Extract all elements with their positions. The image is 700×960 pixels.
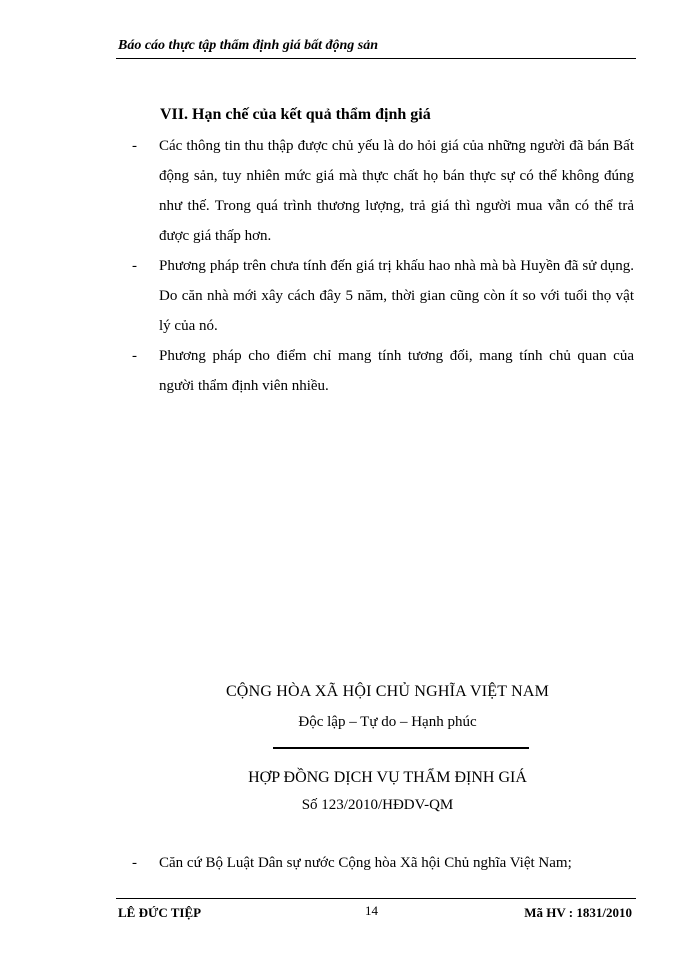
contract-title: HỢP ĐỒNG DỊCH VỤ THẨM ĐỊNH GIÁ [248,769,527,786]
list-item-text: Phương pháp trên chưa tính đến giá trị khấu hao nhà mà bà Huyền đã sử dụng. Do căn nhà mới xây cách đây 5 năm, thời gian cũng còn ít so với tuổi thọ vật lý của nó. [159,258,634,334]
bullet-dash: - [132,258,137,274]
legal-basis-text: Căn cứ Bộ Luật Dân sự nước Cộng hòa Xã hội Chủ nghĩa Việt Nam; [159,855,572,871]
list-item [132,251,634,341]
limitations-list [132,131,634,401]
list-item-text: Các thông tin thu thập được chủ yếu là do hỏi giá của những người đã bán Bất động sản, tuy nhiên mức giá mà thực chất họ bán thực sự có thể không đúng như thế. Trong quá trình thương lượng, trả giá thì người mua vẫn có thể trả được giá thấp hơn. [159,138,634,244]
section-heading: VII. Hạn chế của kết quả thẩm định giá [160,106,431,123]
page-number: 14 [365,903,378,918]
republic-heading: CỘNG HÒA XÃ HỘI CHỦ NGHĨA VIỆT NAM [225,683,550,700]
header-divider [116,58,636,59]
motto-divider [273,747,529,749]
footer-author: LÊ ĐỨC TIỆP [118,905,202,920]
bullet-dash: - [132,138,137,154]
footer-divider [116,898,636,899]
national-motto: Độc lập – Tự do – Hạnh phúc [298,714,477,730]
student-code: Mã HV : 1831/2010 [524,905,632,920]
list-item [132,341,634,401]
bullet-dash: - [132,855,137,871]
bullet-dash: - [132,348,137,364]
header-title: Báo cáo thực tập thẩm định giá bất động sản [118,38,379,53]
contract-number: Số 123/2010/HĐDV-QM [301,797,454,813]
list-item [132,131,634,251]
legal-basis-item [132,852,634,874]
list-item-text: Phương pháp cho điểm chỉ mang tính tương đối, mang tính chủ quan của người thẩm định viên nhiều. [159,348,634,394]
